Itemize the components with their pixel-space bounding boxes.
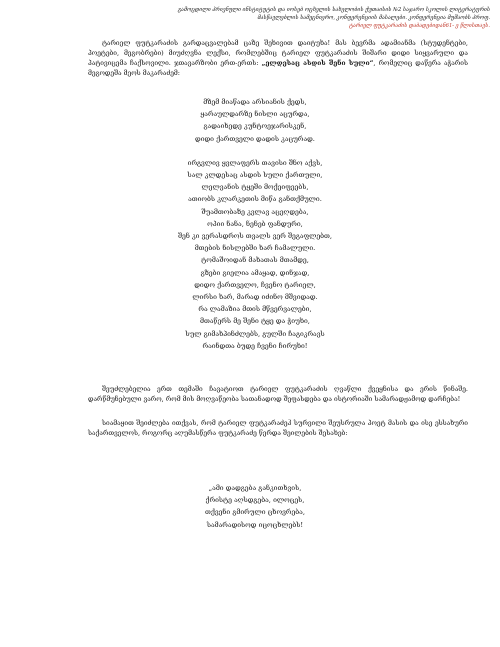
paragraph-three-text: სიამაყით შეიძლება ითქვას, რომ ტარიელ ფუტკარაძეჰ სურვილი შეუსრულა პოეტ მასის და ისე ესსახური საქართველოს, როგორც აღუმასწერა ფუტკარაძე წერდა შეილების შესახებ:	[88, 419, 468, 437]
poem-line: მზემ მიაწადა არსიანის ქედს,	[203, 98, 307, 106]
paragraph-two-text: შეუძლებელია ერთ თემაში ჩავატიოთ ტარიელ ფუტკარაძის ღვაწლი ქვეყნისა და ერის წინაშე. დარწმუნებული ვარო, რომ მის მოღვაწეობა სათანადოდ შეფასდება და ისტორიაში სამარადჟამოდ დარჩება!	[88, 385, 468, 403]
poem-line: ირგვლივ ყვლაფერს თავისი შნო აქვს,	[187, 158, 323, 167]
intro-bold-quote: „ელდესაც ასდის შენი სული“	[261, 59, 374, 67]
poem-line: სულ გიმახპინძლებს, გულში ჩაგიკრავს	[185, 329, 325, 338]
poem-line: სალ კლდესაც ასდის სული ქართული,	[187, 171, 323, 180]
poem-one	[110, 96, 400, 352]
poem-line: გადაიხედე კუნტოეჯარისკენ,	[203, 122, 307, 131]
paragraph-two	[88, 384, 468, 404]
poem-line: მთაწერს მე შენი ტყე და ჭიუხი,	[200, 317, 310, 326]
intro-text-2: , რომელიც დაწერა აჭარის მეგოდეშა მეოს მაკარაძემ:	[88, 59, 468, 77]
poem-line: სამარადისოდ იცოცხლებს!	[206, 520, 304, 529]
poem-line: თქვენი გმირული ცხოვრება,	[205, 508, 305, 517]
paragraph-three	[88, 418, 468, 438]
poem-line: დიდი ქართველი დადის კაცურად.	[195, 134, 315, 143]
intro-text-1: ტარიელ ფუტკარაძის გარდაცვალებამ ცაზე შეხივით დაიტუხა! მას ბევრმა ადამიანმა (სტუდენტები, პოეტები, მეგობრები) მიუძღვნა ლექსი, რომლებშიც ტარიელ ფუტკარაძის შიშარი დიდი სიყვარული და პატივიცემა ჩაქსოვილი. ჯთავარზობი ერთ-ერთს:	[88, 39, 468, 67]
page-header	[60, 6, 490, 30]
poem-line: ქრისტე აღსდგება, ილოცეს,	[205, 496, 305, 505]
poem-line: ლირსი ხარ, მარად იძინო მშვიდად.	[192, 293, 318, 302]
stanza-gap	[110, 145, 400, 157]
header-line-3: ტარიელ ფუტკარაძის დაბადებიდან61- ე წლისთავს.	[349, 23, 490, 29]
poem-line: შენ კი ვერასდროს თვალს ვერ შეგაფლებთ,	[177, 232, 333, 241]
poem-line: ყარაულდარზე ნისლი აცურდა,	[200, 110, 310, 119]
poem-line: გზები გიელია ამაყად, დინჯად,	[200, 268, 310, 277]
poem-line: ოპიი ნანა, ნენებ ფანდური,	[207, 219, 303, 228]
poem-line: დიდო ქართველო, ჩვენო ტარიელ,	[194, 280, 316, 289]
header-line-2: მასწავლებლის სამეცნიერო, კონფერენციის მასალები. კონფერენცია მუშაობს პროფ.	[257, 15, 490, 21]
poem-line: რაინდთა ბუდე ჩვენი ჩირუხი!	[202, 341, 308, 350]
poem-line: რა ლამაზია მთის მწვერვალები,	[198, 305, 312, 314]
poem-line: ათიობს კლარკეთის მიწა განთქმული.	[188, 195, 322, 204]
poem-line: ტომაშოიდან მახათას მთამდე,	[201, 256, 309, 265]
header-line-1: გამოცდილი პრივნული ინსტიტუტის და იოსებ ოცხელის სახელობის ქუთაისის №2 საჯარო სკოლის ლიტერატურის	[177, 7, 490, 13]
poem-two	[110, 482, 400, 531]
poem-line: მთების ნისლებში ხარ ჩამალული.	[194, 244, 316, 253]
poem-line: ლელვანის ტყეში მოქეიფეებს,	[201, 183, 309, 192]
intro-paragraph	[88, 38, 468, 78]
poem-line: „ამი დადგება განკითხვის,	[208, 484, 302, 492]
poem-line: შუამთობაზე კვლავ აცეღდება,	[201, 207, 309, 216]
